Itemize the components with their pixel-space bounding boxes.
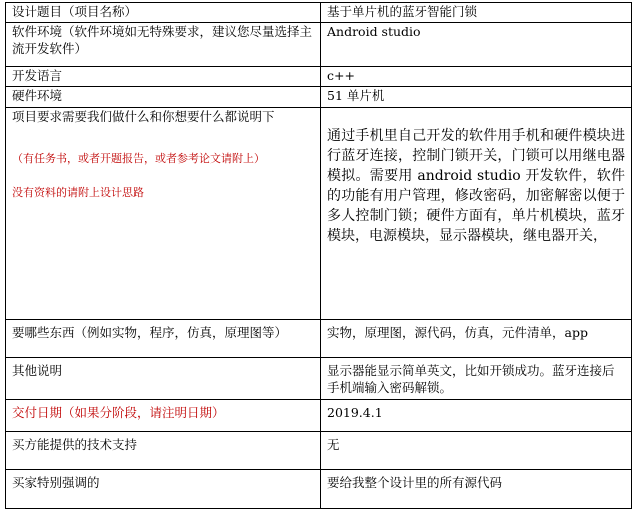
row-value: 无 [321,432,632,470]
table-row [6,3,632,23]
row-value: Android studio [321,23,632,67]
table-row [6,470,632,509]
table-row [6,432,632,470]
row-value: 显示器能显示简单英文，比如开锁成功。蓝牙连接后手机端输入密码解锁。 [321,358,632,400]
row-value: 要给我整个设计里的所有源代码 [321,470,632,509]
row-label: 买家特别强调的 [6,470,321,509]
row-label: 要哪些东西（例如实物，程序，仿真，原理图等） [6,320,321,358]
row-value: 通过手机里自己开发的软件用手机和硬件模块进行蓝牙连接，控制门锁开关，门锁可以用继电器模拟。需要用 android studio 开发软件，软件的功能有用户管理，修改密码，加密解密以便于多人控制门锁；硬件方面有，单片机模块，蓝牙模块，电源模块，显示器模块，继电器开关， [327,128,625,244]
requirements-table [5,2,632,509]
requirements-label-cell [6,108,321,320]
row-value: 51 单片机 [321,87,632,108]
table-row [6,87,632,108]
table-row [6,320,632,358]
row-label: 开发语言 [6,67,321,87]
delivery-date-label: 交付日期（如果分阶段，请注明日期） [6,400,321,432]
requirements-value-cell [321,108,632,320]
table-row [6,358,632,400]
row-value: 实物，原理图，源代码，仿真，元件清单，app [321,320,632,358]
row-label: 买方能提供的技术支持 [6,432,321,470]
design-idea-note: 没有资料的请附上设计思路 [12,186,144,199]
table-row [6,400,632,432]
row-label: 设计题目（项目名称） [6,3,321,23]
row-value: c++ [321,67,632,87]
attachment-note: （有任务书，或者开题报告，或者参考论文请附上） [12,152,265,165]
row-value: 基于单片机的蓝牙智能门锁 [321,3,632,23]
row-label: 硬件环境 [6,87,321,108]
table-row [6,108,632,320]
row-label: 项目要求需要我们做什么和你想要什么都说明下 [12,109,275,124]
row-label: 其他说明 [6,358,321,400]
row-value: 2019.4.1 [321,400,632,432]
row-label: 软件环境（软件环境如无特殊要求，建议您尽量选择主流开发软件） [6,23,321,67]
table-row [6,67,632,87]
table-row [6,23,632,67]
